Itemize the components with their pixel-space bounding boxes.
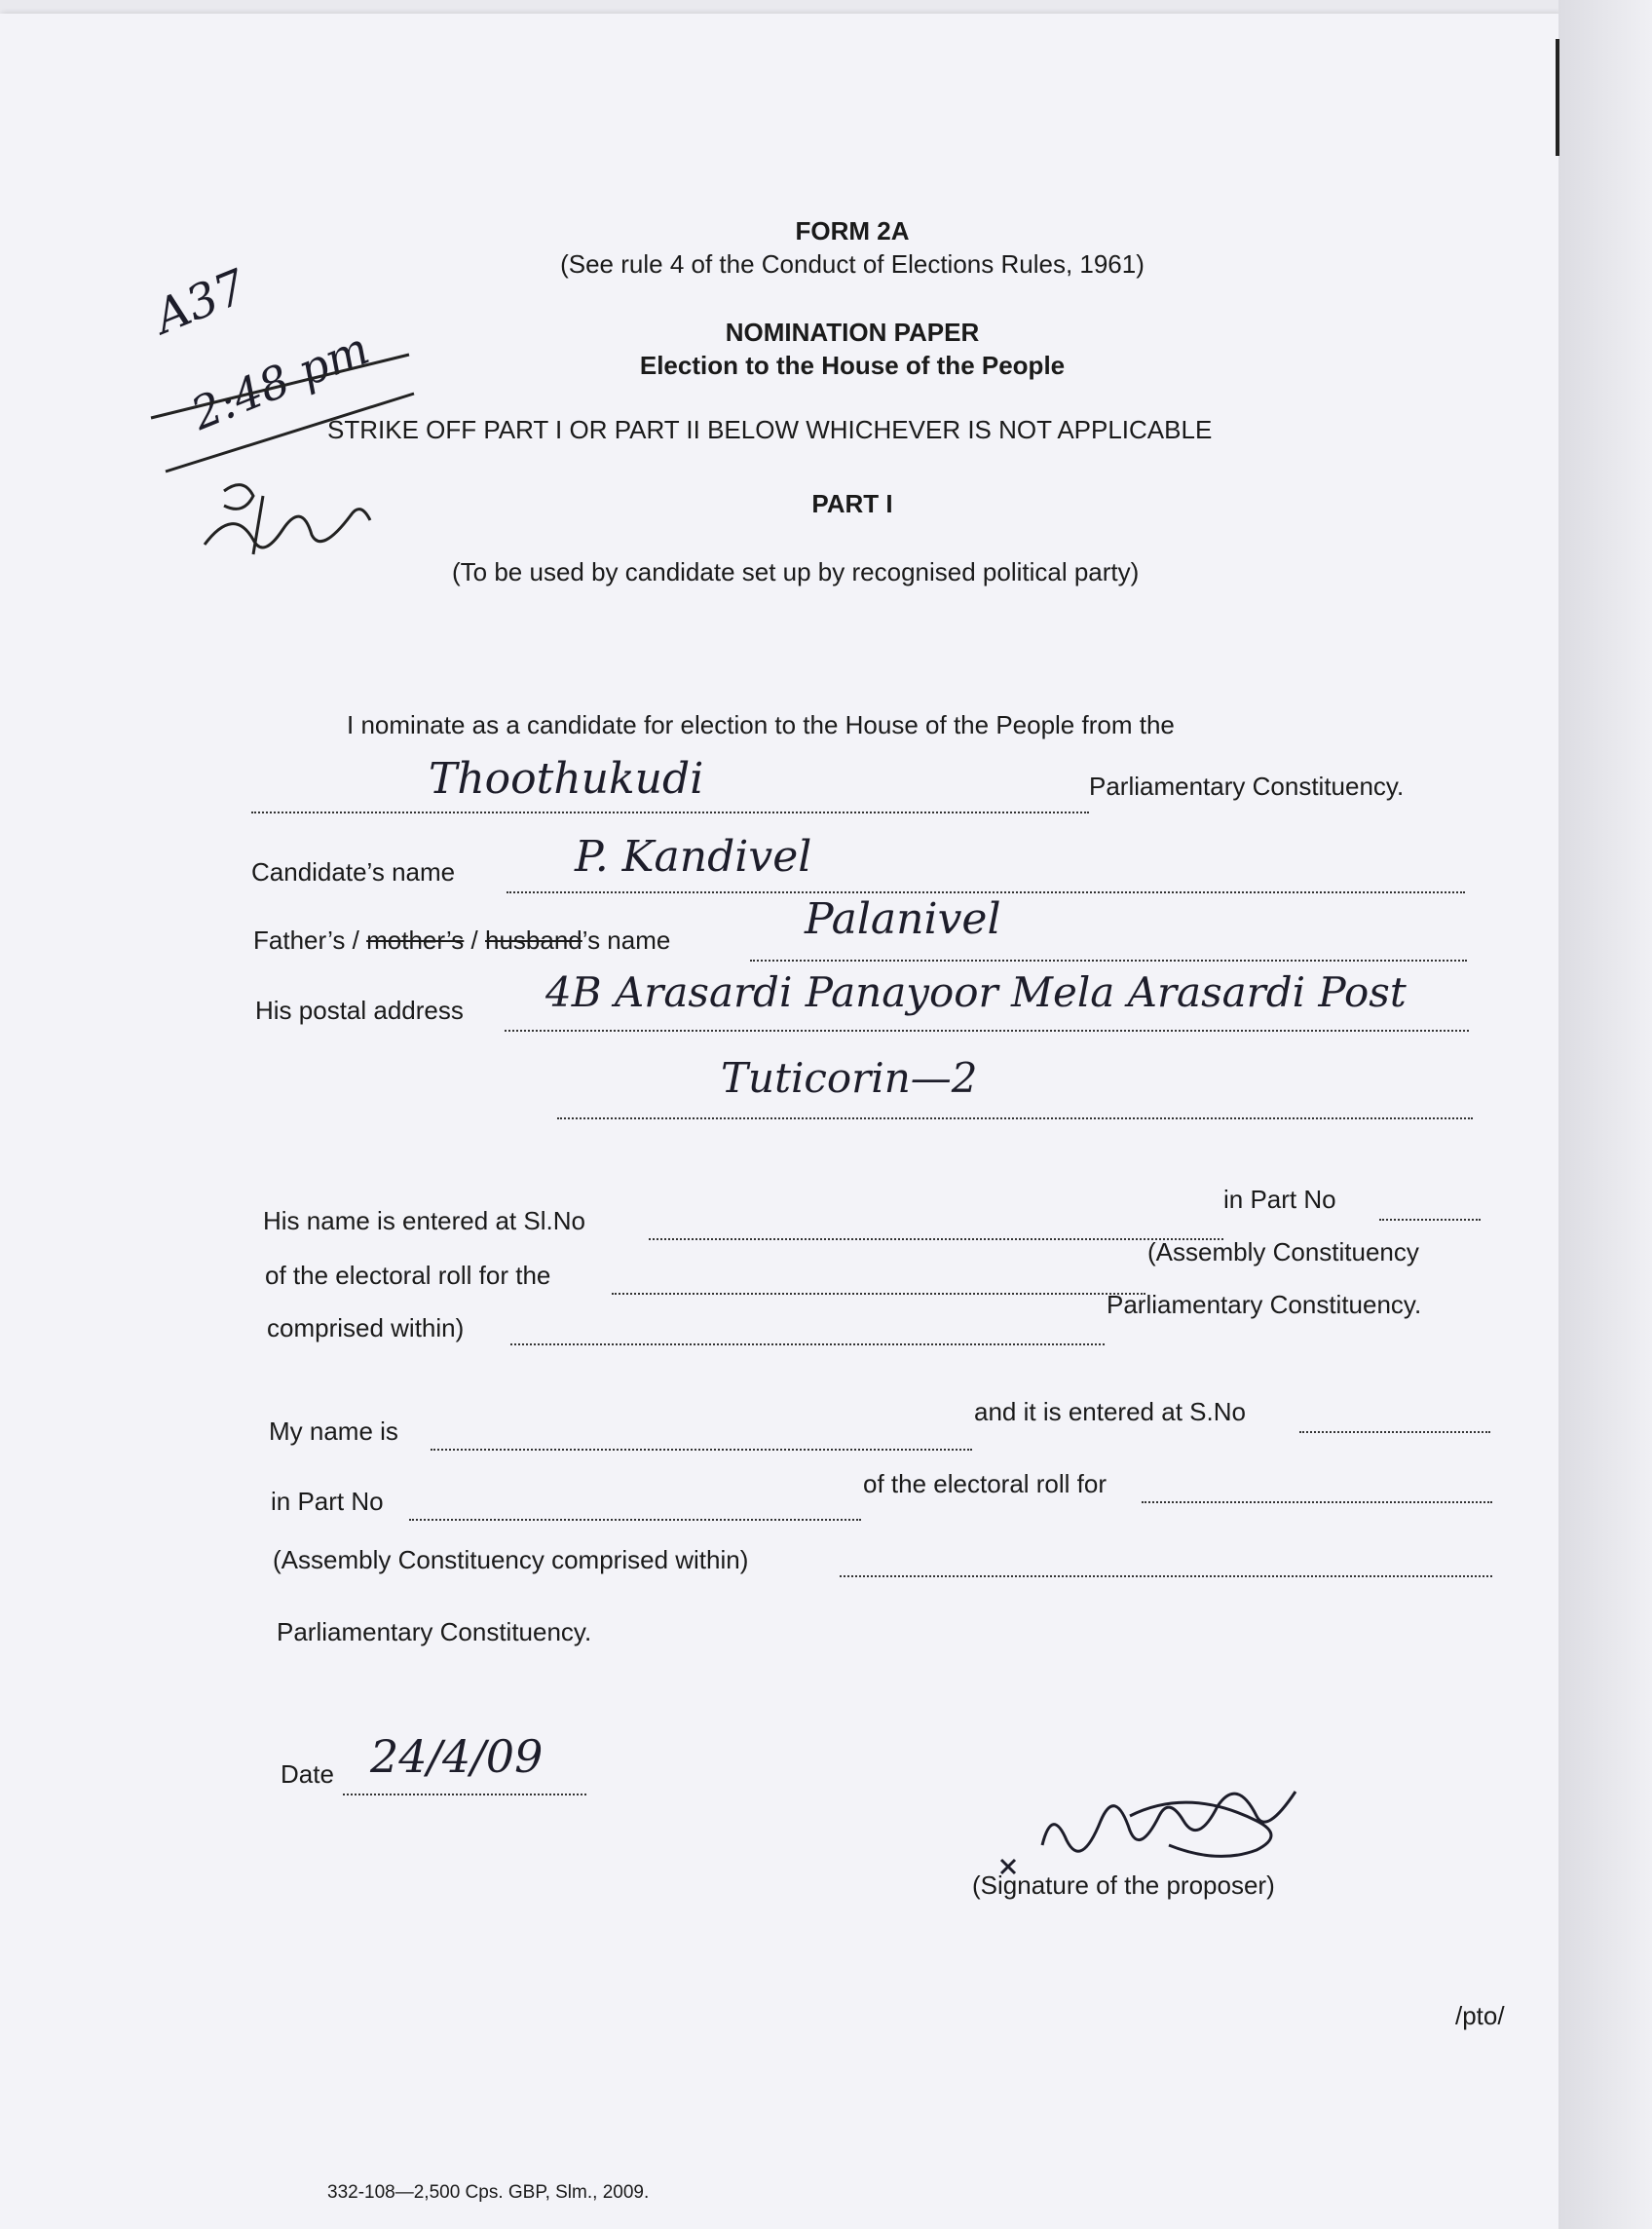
- print-footer: 332-108—2,500 Cps. GBP, Slm., 2009.: [327, 2182, 650, 2203]
- signature-label: (Signature of the proposer): [972, 1870, 1275, 1900]
- address-line-1-value: 4B Arasardi Panayoor Mela Arasardi Post: [545, 968, 1407, 1016]
- assembly-label: (Assembly Constituency: [1147, 1237, 1419, 1266]
- sl-no-label: His name is entered at Sl.No: [263, 1206, 585, 1235]
- date-value: 24/4/09: [370, 1730, 544, 1783]
- my-name-label: My name is: [269, 1417, 398, 1446]
- intro-text: I nominate as a candidate for election to the House of the People from the: [347, 710, 1175, 739]
- candidate-name-value: P. Kandivel: [575, 832, 812, 882]
- proposer-signature-text: [1003, 1816, 1007, 1817]
- initials-signature: [195, 462, 370, 579]
- form-page: [0, 14, 1558, 2229]
- pc-label: Parliamentary Constituency.: [1107, 1290, 1422, 1319]
- form-rule: (See rule 4 of the Conduct of Elections Rules, 1961): [560, 249, 1145, 279]
- part-no-label: in Part No: [1223, 1185, 1336, 1214]
- stamp-code: A37: [146, 259, 254, 345]
- address-label: His postal address: [255, 996, 464, 1025]
- candidate-label: Candidate’s name: [251, 857, 456, 887]
- part-note: (To be used by candidate set up by recognised political party): [452, 557, 1140, 586]
- pto-mark: /pto/: [1455, 2001, 1505, 2030]
- comprised-label: comprised within): [267, 1313, 465, 1342]
- binding-mark: [1556, 39, 1559, 156]
- constituency-suffix: Parliamentary Constituency.: [1089, 772, 1405, 801]
- constituency-value: Thoothukudi: [429, 754, 704, 804]
- roll-for-label: of the electoral roll for: [863, 1469, 1108, 1498]
- part-heading: PART I: [811, 489, 893, 518]
- in-part-no-label: in Part No: [271, 1487, 384, 1516]
- date-label: Date: [281, 1759, 334, 1789]
- pc-label-2: Parliamentary Constituency.: [277, 1617, 592, 1646]
- s-no-label: and it is entered at S.No: [974, 1397, 1246, 1426]
- father-label: Father’s / mother’s / husband’s name: [253, 926, 671, 955]
- scan-edge: [1558, 0, 1652, 2229]
- roll-label: of the electoral roll for the: [265, 1261, 551, 1290]
- form-instruction: STRIKE OFF PART I OR PART II BELOW WHICHEVER IS NOT APPLICABLE: [327, 415, 1213, 444]
- stamp-time: 2:48 pm: [183, 321, 377, 440]
- form-number: FORM 2A: [795, 216, 910, 246]
- assembly-within-label: (Assembly Constituency comprised within): [273, 1545, 749, 1574]
- father-name-value: Palanivel: [805, 894, 1001, 944]
- address-line-2-value: Tuticorin—2: [721, 1054, 978, 1102]
- form-title: NOMINATION PAPER: [725, 318, 980, 347]
- form-subtitle: Election to the House of the People: [639, 351, 1066, 380]
